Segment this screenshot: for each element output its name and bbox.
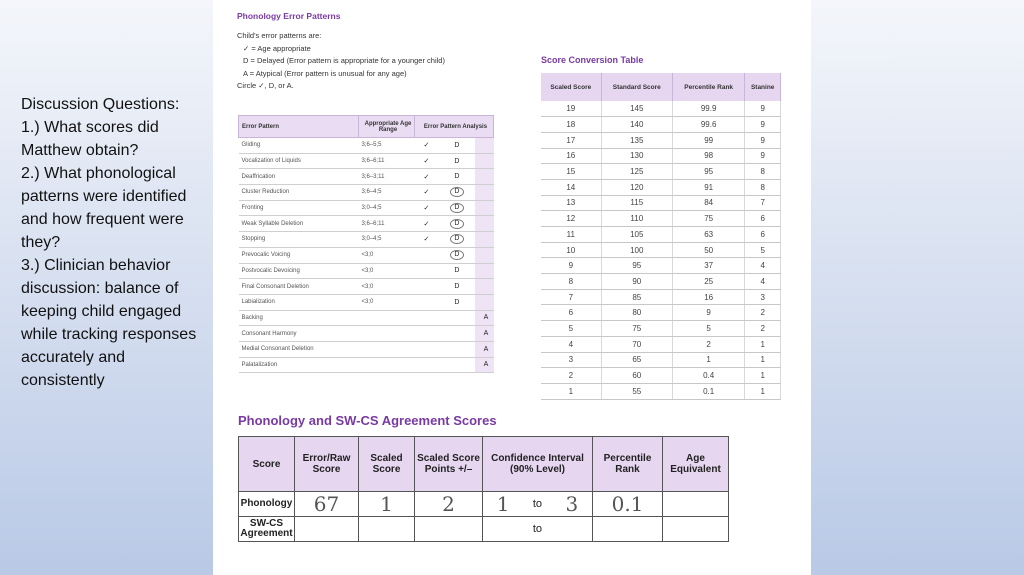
ci-low — [483, 517, 524, 542]
stanine: 2 — [745, 305, 781, 321]
check-option: ✓ — [415, 200, 436, 216]
standard-score: 135 — [601, 132, 672, 148]
standard-score: 100 — [601, 242, 672, 258]
ci-to: to — [523, 492, 551, 517]
scaled-score — [359, 517, 415, 542]
check-option — [415, 247, 436, 263]
conversion-row — [541, 179, 781, 195]
standard-score: 65 — [601, 352, 672, 368]
check-option: ✓ — [415, 216, 436, 232]
standard-score: 145 — [601, 101, 672, 117]
percentile-rank: 16 — [672, 289, 744, 305]
legend-delayed: D = Delayed (Error pattern is appropriate for a younger child) — [243, 56, 445, 65]
scaled-score: 1 — [359, 492, 415, 517]
standard-score: 120 — [601, 179, 672, 195]
conversion-row — [541, 289, 781, 305]
error-pattern-name: Gliding — [239, 138, 359, 154]
circled-mark: D — [450, 250, 464, 260]
score-label: SW-CS Agreement — [239, 517, 295, 542]
stanine: 6 — [745, 227, 781, 243]
legend-atypical: A = Atypical (Error pattern is unusual for any age) — [243, 68, 407, 78]
conversion-row — [541, 148, 781, 164]
discussion-heading: Discussion Questions: — [21, 96, 180, 113]
check-option — [415, 326, 436, 342]
error-pattern-row — [239, 185, 494, 201]
ci-high — [552, 517, 593, 542]
percentile-rank: 0.4 — [672, 368, 744, 384]
conversion-row — [541, 242, 781, 258]
error-pattern-row — [239, 263, 494, 279]
check-option — [415, 357, 436, 373]
check-option: ✓ — [415, 232, 436, 248]
conversion-title: Score Conversion Table — [541, 55, 644, 65]
stanine: 3 — [745, 289, 781, 305]
atypical-option — [475, 294, 493, 310]
scaled-score: 2 — [541, 368, 601, 384]
stanine: 2 — [745, 321, 781, 337]
stanine: 9 — [745, 101, 781, 117]
ci-high: 3 — [552, 492, 593, 517]
header-age-range: Appropriate Age Range — [359, 116, 415, 138]
scaled-score: 11 — [541, 227, 601, 243]
delayed-option — [435, 341, 475, 357]
age-range: <3;0 — [359, 294, 415, 310]
check-option — [415, 310, 436, 326]
delayed-option — [435, 247, 475, 263]
agreement-title: Phonology and SW-CS Agreement Scores — [238, 413, 497, 428]
error-pattern-row — [239, 169, 494, 185]
standard-score: 105 — [601, 227, 672, 243]
scaled-score: 5 — [541, 321, 601, 337]
atypical-option — [475, 247, 493, 263]
check-option — [415, 294, 436, 310]
age-range — [359, 357, 415, 373]
error-pattern-name: Final Consonant Deletion — [239, 279, 359, 295]
agreement-row — [239, 517, 729, 542]
stanine: 9 — [745, 148, 781, 164]
percentile-rank: 5 — [672, 321, 744, 337]
percentile-rank: 25 — [672, 274, 744, 290]
error-pattern-row — [239, 200, 494, 216]
legend-intro: Child's error patterns are: — [237, 31, 322, 40]
age-range: 3;6–4;5 — [359, 185, 415, 201]
percentile-rank: 99.6 — [672, 117, 744, 133]
delayed-option: D — [435, 169, 475, 185]
error-pattern-row — [239, 153, 494, 169]
header-score: Score — [239, 437, 295, 492]
ci-to: to — [523, 517, 551, 542]
atypical-option — [475, 138, 493, 154]
error-pattern-row — [239, 326, 494, 342]
atypical-option — [475, 200, 493, 216]
scaled-score: 15 — [541, 164, 601, 180]
conversion-row — [541, 164, 781, 180]
error-pattern-row — [239, 341, 494, 357]
age-range: 3;6–5;5 — [359, 138, 415, 154]
atypical-option — [475, 169, 493, 185]
error-pattern-name: Backing — [239, 310, 359, 326]
scanned-score-sheet — [213, 0, 811, 575]
percentile-rank: 2 — [672, 336, 744, 352]
percentile-rank: 91 — [672, 179, 744, 195]
standard-score: 70 — [601, 336, 672, 352]
percentile-rank — [593, 517, 663, 542]
age-equivalent — [663, 492, 729, 517]
stanine: 7 — [745, 195, 781, 211]
error-pattern-name: Consonant Harmony — [239, 326, 359, 342]
stanine: 5 — [745, 242, 781, 258]
header-confidence-interval: Confidence Interval (90% Level) — [483, 437, 593, 492]
phonology-title: Phonology Error Patterns — [237, 11, 341, 21]
standard-score: 110 — [601, 211, 672, 227]
atypical-option — [475, 185, 493, 201]
stanine: 8 — [745, 179, 781, 195]
scaled-score: 19 — [541, 101, 601, 117]
scaled-score: 10 — [541, 242, 601, 258]
standard-score: 115 — [601, 195, 672, 211]
check-option: ✓ — [415, 169, 436, 185]
scaled-points — [415, 517, 483, 542]
error-pattern-name: Postvocalic Devoicing — [239, 263, 359, 279]
percentile-rank: 99 — [672, 132, 744, 148]
conversion-row — [541, 352, 781, 368]
discussion-question-2: 2.) What phonological patterns were identified and how frequent were they? — [21, 165, 187, 251]
delayed-option — [435, 185, 475, 201]
age-range: 3;0–4;5 — [359, 232, 415, 248]
atypical-option: A — [475, 310, 493, 326]
atypical-option — [475, 216, 493, 232]
conversion-row — [541, 117, 781, 133]
error-pattern-row — [239, 138, 494, 154]
discussion-question-1: 1.) What scores did Matthew obtain? — [21, 119, 159, 159]
error-pattern-name: Medial Consonant Deletion — [239, 341, 359, 357]
check-option — [415, 341, 436, 357]
header-scaled-points: Scaled Score Points +/– — [415, 437, 483, 492]
score-label: Phonology — [239, 492, 295, 517]
percentile-rank: 37 — [672, 258, 744, 274]
agreement-row — [239, 492, 729, 517]
age-range — [359, 326, 415, 342]
circled-mark: D — [450, 234, 464, 244]
delayed-option: D — [435, 138, 475, 154]
check-option: ✓ — [415, 138, 436, 154]
percentile-rank: 50 — [672, 242, 744, 258]
conversion-row — [541, 383, 781, 399]
delayed-option: D — [435, 263, 475, 279]
header-percentile-rank: Percentile Rank — [672, 73, 744, 101]
error-pattern-table — [238, 115, 494, 373]
error-pattern-name: Weak Syllable Deletion — [239, 216, 359, 232]
standard-score: 130 — [601, 148, 672, 164]
delayed-option — [435, 200, 475, 216]
stanine: 1 — [745, 336, 781, 352]
percentile-rank: 98 — [672, 148, 744, 164]
header-age-equivalent: Age Equivalent — [663, 437, 729, 492]
age-range: <3;0 — [359, 263, 415, 279]
atypical-option: A — [475, 326, 493, 342]
error-pattern-row — [239, 247, 494, 263]
conversion-row — [541, 132, 781, 148]
stanine: 8 — [745, 164, 781, 180]
age-range: <3;0 — [359, 279, 415, 295]
scaled-score: 7 — [541, 289, 601, 305]
scaled-score: 12 — [541, 211, 601, 227]
standard-score: 60 — [601, 368, 672, 384]
score-conversion-table — [541, 73, 781, 400]
raw-score — [295, 517, 359, 542]
delayed-option: D — [435, 279, 475, 295]
scaled-score: 8 — [541, 274, 601, 290]
percentile-rank: 63 — [672, 227, 744, 243]
percentile-rank: 95 — [672, 164, 744, 180]
atypical-option — [475, 279, 493, 295]
age-range: 3;0–4;5 — [359, 200, 415, 216]
delayed-option — [435, 216, 475, 232]
delayed-option — [435, 326, 475, 342]
age-range: 3;6–3;11 — [359, 169, 415, 185]
conversion-row — [541, 368, 781, 384]
conversion-row — [541, 258, 781, 274]
error-pattern-name: Prevocalic Voicing — [239, 247, 359, 263]
age-range: 3;6–6;11 — [359, 153, 415, 169]
error-pattern-row — [239, 357, 494, 373]
scaled-score: 14 — [541, 179, 601, 195]
check-option — [415, 279, 436, 295]
conversion-row — [541, 305, 781, 321]
error-pattern-name: Vocalization of Liquids — [239, 153, 359, 169]
legend-instruction: Circle ✓, D, or A. — [237, 81, 294, 90]
standard-score: 140 — [601, 117, 672, 133]
scaled-score: 4 — [541, 336, 601, 352]
standard-score: 75 — [601, 321, 672, 337]
check-option: ✓ — [415, 185, 436, 201]
error-pattern-name: Stopping — [239, 232, 359, 248]
conversion-row — [541, 321, 781, 337]
header-pattern-analysis: Error Pattern Analysis — [415, 116, 494, 138]
discussion-question-3: 3.) Clinician behavior discussion: balance of keeping child engaged while tracking responses accurately and consistently — [21, 257, 197, 389]
scaled-score: 3 — [541, 352, 601, 368]
scaled-points: 2 — [415, 492, 483, 517]
conversion-row — [541, 274, 781, 290]
error-pattern-row — [239, 216, 494, 232]
scaled-score: 13 — [541, 195, 601, 211]
legend — [237, 30, 445, 93]
atypical-option — [475, 263, 493, 279]
header-stanine: Stanine — [745, 73, 781, 101]
conversion-row — [541, 336, 781, 352]
stanine: 9 — [745, 117, 781, 133]
header-error-pattern: Error Pattern — [239, 116, 359, 138]
check-option — [415, 263, 436, 279]
stanine: 4 — [745, 258, 781, 274]
circled-mark: D — [450, 187, 464, 197]
percentile-rank: 84 — [672, 195, 744, 211]
conversion-row — [541, 101, 781, 117]
standard-score: 55 — [601, 383, 672, 399]
discussion-questions — [21, 93, 203, 392]
delayed-option: D — [435, 294, 475, 310]
percentile-rank: 75 — [672, 211, 744, 227]
legend-age-appropriate: ✓ = Age appropriate — [243, 43, 311, 53]
error-pattern-name: Cluster Reduction — [239, 185, 359, 201]
error-pattern-name: Labialization — [239, 294, 359, 310]
ci-low: 1 — [483, 492, 524, 517]
atypical-option: A — [475, 341, 493, 357]
standard-score: 80 — [601, 305, 672, 321]
error-pattern-row — [239, 310, 494, 326]
error-pattern-row — [239, 279, 494, 295]
conversion-row — [541, 195, 781, 211]
check-option: ✓ — [415, 153, 436, 169]
header-scaled-score: Scaled Score — [541, 73, 601, 101]
stanine: 1 — [745, 352, 781, 368]
conversion-row — [541, 227, 781, 243]
stanine: 9 — [745, 132, 781, 148]
scaled-score: 17 — [541, 132, 601, 148]
error-pattern-name: Palatalization — [239, 357, 359, 373]
circled-mark: D — [450, 219, 464, 229]
error-pattern-name: Fronting — [239, 200, 359, 216]
scaled-score: 1 — [541, 383, 601, 399]
delayed-option — [435, 232, 475, 248]
scaled-score: 9 — [541, 258, 601, 274]
raw-score: 67 — [295, 492, 359, 517]
conversion-row — [541, 211, 781, 227]
percentile-rank: 1 — [672, 352, 744, 368]
error-pattern-row — [239, 232, 494, 248]
stanine: 6 — [745, 211, 781, 227]
delayed-option — [435, 310, 475, 326]
stanine: 1 — [745, 383, 781, 399]
delayed-option — [435, 357, 475, 373]
standard-score: 125 — [601, 164, 672, 180]
stanine: 1 — [745, 368, 781, 384]
agreement-scores-table — [238, 436, 729, 542]
age-equivalent — [663, 517, 729, 542]
circled-mark: D — [450, 203, 464, 213]
scaled-score: 18 — [541, 117, 601, 133]
percentile-rank: 9 — [672, 305, 744, 321]
atypical-option — [475, 153, 493, 169]
delayed-option: D — [435, 153, 475, 169]
age-range — [359, 310, 415, 326]
percentile-rank: 0.1 — [593, 492, 663, 517]
stanine: 4 — [745, 274, 781, 290]
standard-score: 95 — [601, 258, 672, 274]
header-standard-score: Standard Score — [601, 73, 672, 101]
header-percentile: Percentile Rank — [593, 437, 663, 492]
age-range: <3;0 — [359, 247, 415, 263]
header-scaled-score: Scaled Score — [359, 437, 415, 492]
atypical-option: A — [475, 357, 493, 373]
scaled-score: 6 — [541, 305, 601, 321]
header-raw-score: Error/Raw Score — [295, 437, 359, 492]
error-pattern-row — [239, 294, 494, 310]
atypical-option — [475, 232, 493, 248]
scaled-score: 16 — [541, 148, 601, 164]
percentile-rank: 0.1 — [672, 383, 744, 399]
standard-score: 90 — [601, 274, 672, 290]
error-pattern-name: Deaffrication — [239, 169, 359, 185]
percentile-rank: 99.9 — [672, 101, 744, 117]
age-range — [359, 341, 415, 357]
standard-score: 85 — [601, 289, 672, 305]
age-range: 3;6–6;11 — [359, 216, 415, 232]
